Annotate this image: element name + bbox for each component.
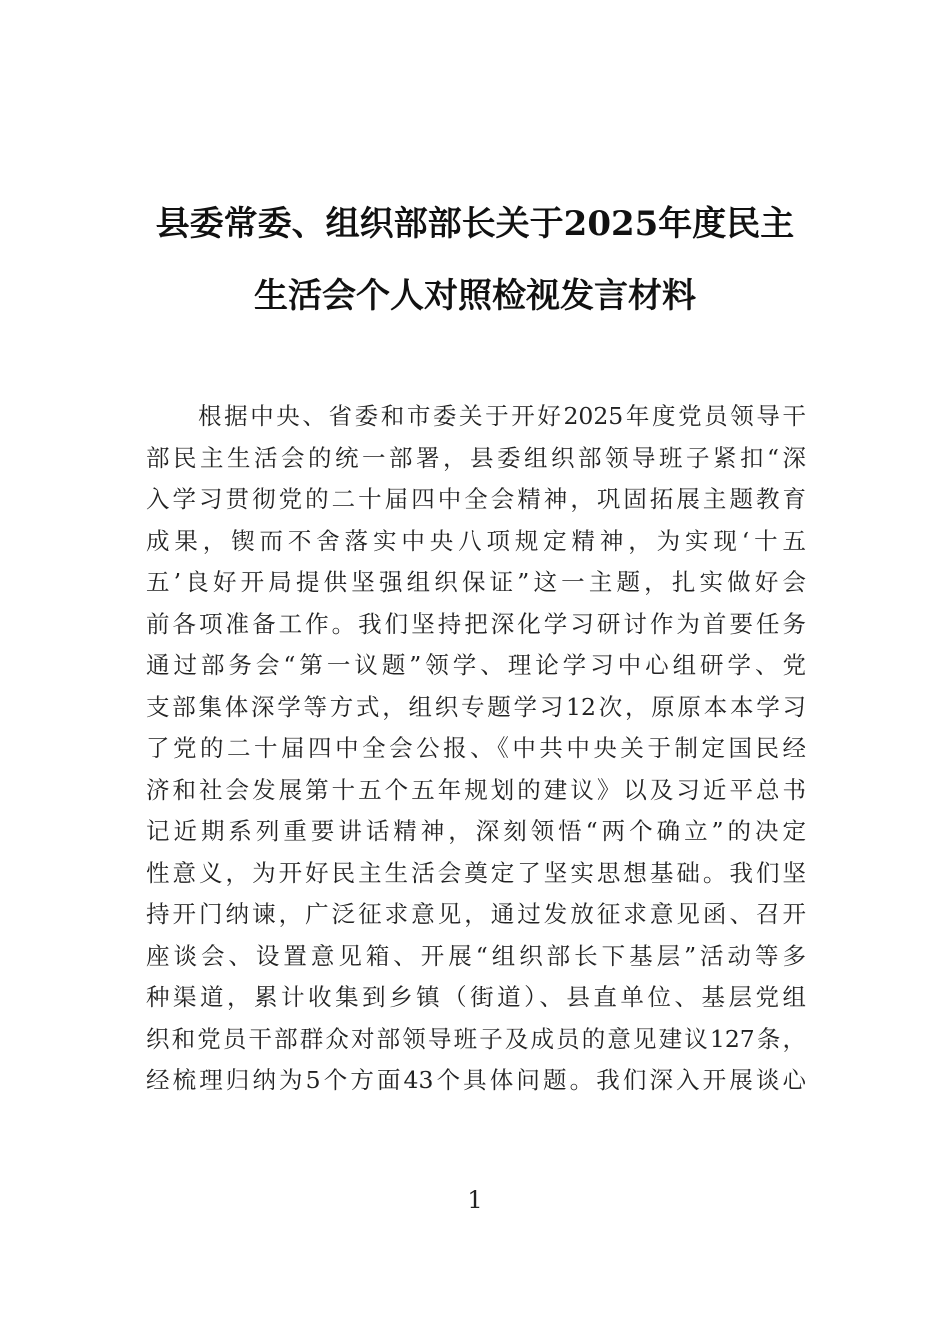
title-line-1: 县委常委、组织部部长关于2025年度民主 — [155, 204, 795, 244]
body-line-9: 了党的二十届四中全会公报、《中共中央关于制定国民经 — [146, 734, 806, 762]
body-line-12: 性意义，为开好民主生活会奠定了坚实思想基础。我们坚 — [146, 858, 806, 887]
body-line-16: 织和党员干部群众对部领导班子及成员的意见建议127条， — [146, 1024, 806, 1053]
body-line-15: 种渠道，累计收集到乡镇（街道）、县直单位、基层党组 — [146, 983, 806, 1011]
body-line-4: 成果，锲而不舍落实中央八项规定精神，为实现‘十五 — [146, 526, 806, 555]
document-body — [146, 396, 806, 1102]
body-line-14: 座谈会、设置意见箱、开展“组织部长下基层”活动等多 — [146, 941, 806, 970]
body-line-2: 部民主生活会的统一部署，县委组织部领导班子紧扣“深 — [146, 443, 806, 472]
body-line-8: 支部集体深学等方式，组织专题学习12次，原原本本学习 — [146, 692, 806, 721]
body-line-7: 通过部务会“第一议题”领学、理论学习中心组研学、党 — [146, 651, 806, 679]
title-line-2: 生活会个人对照检视发言材料 — [254, 276, 696, 316]
body-line-13: 持开门纳谏，广泛征求意见，通过发放征求意见函、召开 — [146, 900, 806, 928]
body-line-10: 济和社会发展第十五个五年规划的建议》以及习近平总书 — [146, 775, 806, 804]
body-line-5: 五’良好开局提供坚强组织保证”这一主题，扎实做好会 — [146, 568, 806, 596]
body-line-1: 根据中央、省委和市委关于开好2025年度党员领导干 — [198, 402, 806, 430]
document-title — [140, 188, 810, 332]
body-line-17: 经梳理归纳为5个方面43个具体问题。我们深入开展谈心 — [146, 1066, 806, 1094]
body-line-11: 记近期系列重要讲话精神，深刻领悟“两个确立”的决定 — [146, 817, 806, 845]
body-line-6: 前各项准备工作。我们坚持把深化学习研讨作为首要任务 — [146, 609, 806, 638]
page-number: 1 — [467, 1186, 483, 1214]
body-line-3: 入学习贯彻党的二十届四中全会精神，巩固拓展主题教育 — [146, 485, 806, 513]
